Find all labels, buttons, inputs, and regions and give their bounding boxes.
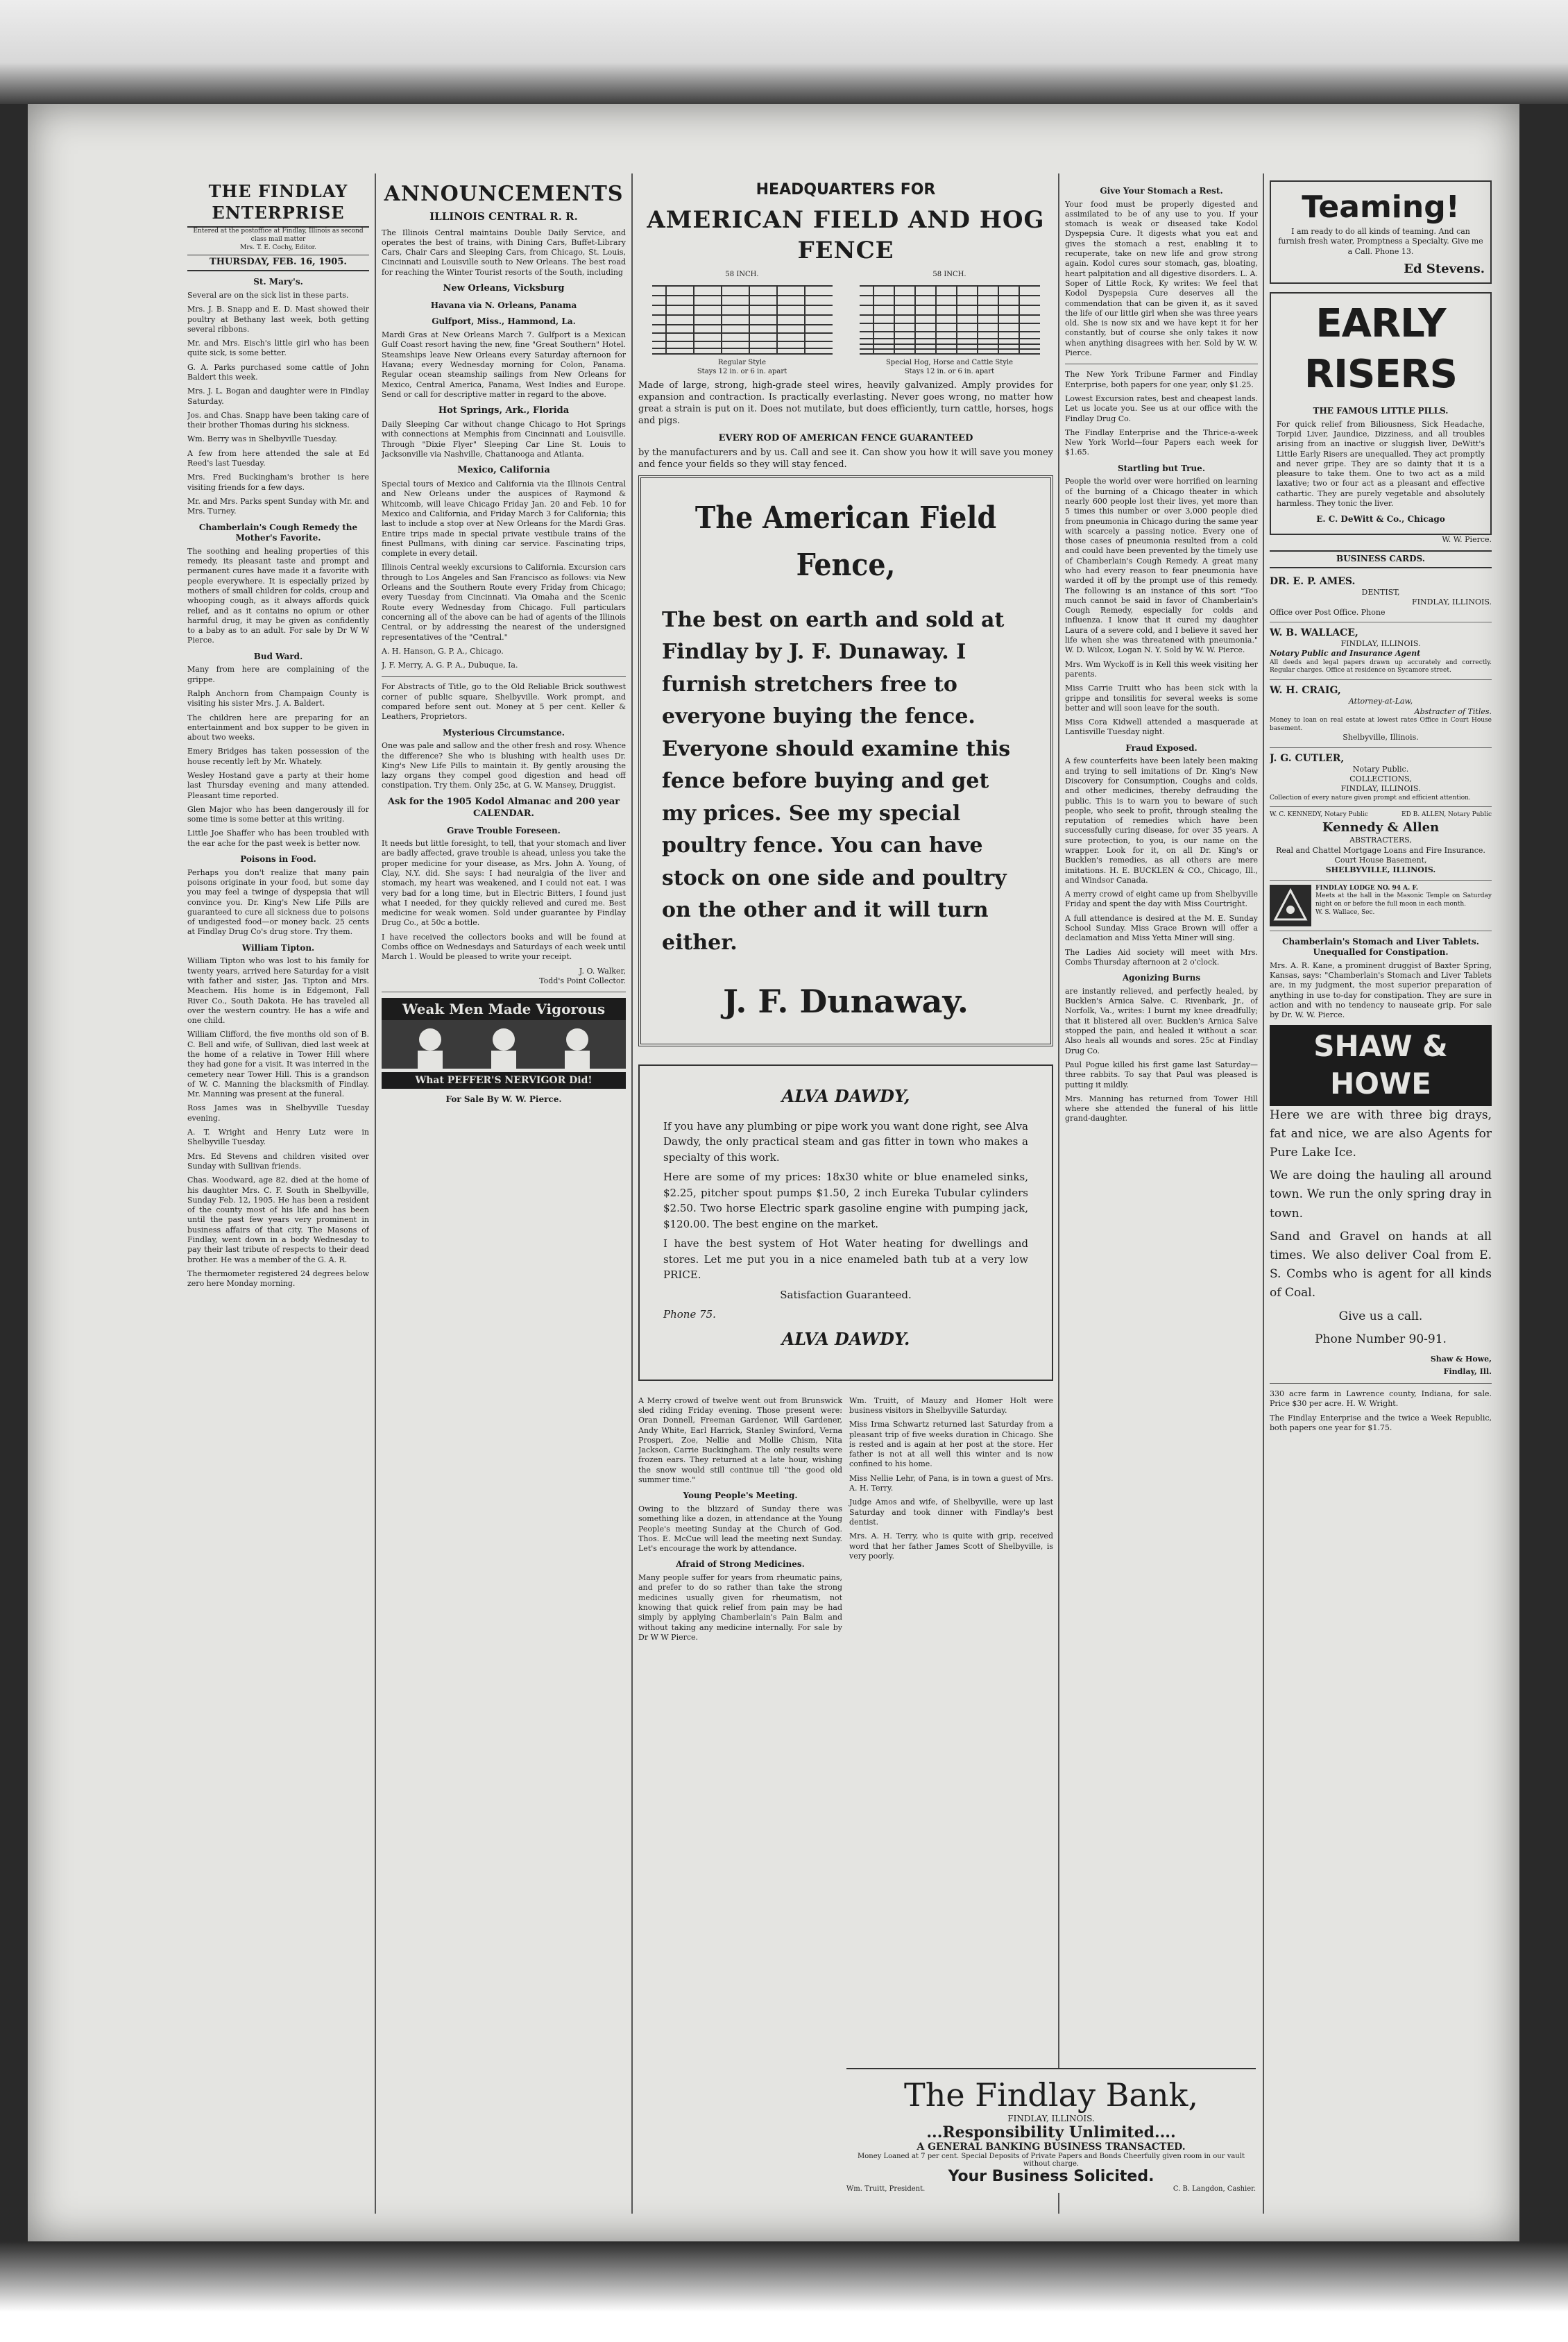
column-rule <box>1058 173 1059 2214</box>
paragraph: Miss Carrie Truitt who has been sick with la grippe and tonsilitis for several weeks is some better and will soon leave for the south. <box>1065 684 1258 713</box>
paragraph: Glen Major who has been dangerously ill for some time is some better at this writing. <box>187 804 369 824</box>
paragraph: Little Joe Shaffer who has been troubled with the ear ache for the past week is better now. <box>187 829 369 848</box>
paragraph: The children here are preparing for an entertainment and box supper to be given in about two weeks. <box>187 713 369 743</box>
early-subtitle: THE FAMOUS LITTLE PILLS. <box>1313 406 1449 416</box>
signature-town: Findlay, Ill. <box>1443 1366 1492 1376</box>
card-wallace <box>1270 622 1492 680</box>
paragraph: I have received the collectors books and will be found at Combs office on Wednesdays and Saturdays of each week until March 1. Would be pleased to write your receipt. <box>382 932 626 962</box>
phone: Phone Number 90-91. <box>1315 1332 1447 1346</box>
signature: Todd's Point Collector. <box>539 976 626 985</box>
bank-cashier: C. B. Langdon, Cashier. <box>1173 2185 1256 2193</box>
column-rule <box>631 173 633 2214</box>
sale-note: W. W. Pierce. <box>1442 534 1492 544</box>
paragraph: Illinois Central weekly excursions to California. Excursion cars through to Los Angeles and San Francisco as follows: via New Orleans and the Southern Route every Friday from Chicago; every Tuesday from Cincinnati. Via Omaha and the Scenic Route every Wednesday from Chicago. Full particulars concerning all of the above can be had of agents of the Illinois Central, or by addressing the nearest of the undersigned representatives of the "Central." <box>382 563 626 642</box>
headline: Hot Springs, Ark., Florida <box>438 405 570 416</box>
card-office: Office over Post Office. Phone <box>1270 607 1386 617</box>
headline: Startling but True. <box>1117 463 1205 473</box>
ad-signature: J. F. Dunaway. <box>723 983 969 1021</box>
card-name: W. H. CRAIG, <box>1270 685 1341 697</box>
headline: Mysterious Circumstance. <box>443 727 565 738</box>
card-town: FINDLAY, ILLINOIS. <box>1412 597 1492 607</box>
bank-general: A GENERAL BANKING BUSINESS TRANSACTED. <box>917 2141 1186 2153</box>
card-kennedy-allen <box>1270 807 1492 880</box>
paragraph: If you have any plumbing or pipe work you want done right, see Alva Dawdy, the only practical steam and gas fitter in town who makes a specialty of this work. <box>663 1119 1028 1164</box>
hq-heading: HEADQUARTERS FOR <box>756 181 936 198</box>
divider <box>1270 1383 1492 1384</box>
paragraph: A few from here attended the sale at Ed Reed's last Tuesday. <box>187 448 369 468</box>
paragraph: A. H. Hanson, G. P. A., Chicago. <box>382 646 504 656</box>
card-partners <box>1270 811 1492 820</box>
paragraph: Special tours of Mexico and California via the Illinois Central and New Orleans under the auspices of Raymond & Whitcomb, will leave Chicago Friday Jan. 20 and Feb. 10 for Mexico and California, and Friday March 3 for California; this last to include a stop over at New Orleans for the Mardi Gras. Entire trips made in special private vestibule trains of the finest Pullmans, with dining car service. Fascinating trips, complete in every detail. <box>382 480 626 559</box>
publisher: Mrs. T. E. Cochy, Editor. <box>240 244 316 251</box>
card-town: FINDLAY, ILLINOIS. <box>1340 784 1421 794</box>
headline: Bud Ward. <box>253 651 303 661</box>
paragraph: Owing to the blizzard of Sunday there was something like a dozen, in attendance at the Young People's meeting Sunday at the Church of God. Thos. E. McCue will lead the meeting next Sunday. Let's encourage the work by attendance. <box>638 1504 842 1554</box>
column-2 <box>382 180 626 2214</box>
paragraph: I am ready to do all kinds of teaming. And can furnish fresh water, Promptness a Specialty. Give me a Call. Phone 13. <box>1278 227 1483 256</box>
partner-left: W. C. KENNEDY, Notary Public <box>1270 811 1368 819</box>
shaw-howe-ad <box>1270 1106 1492 1377</box>
business-cards-heading: BUSINESS CARDS. <box>1270 550 1492 568</box>
column-5 <box>1270 180 1492 2214</box>
partner-right: ED B. ALLEN, Notary Public <box>1401 811 1492 819</box>
card-title: ABSTRACTERS, <box>1349 835 1412 845</box>
plumb-signature: ALVA DAWDY. <box>781 1328 910 1349</box>
paragraph: Wm. Berry was in Shelbyville Tuesday. <box>187 434 337 444</box>
paragraph: A full attendance is desired at the M. E. Sunday School Sunday. Miss Grace Brown will offer a declamation and Miss Yetta Miner will sing. <box>1065 913 1258 943</box>
fence-regular <box>652 270 833 376</box>
paragraph: Jos. and Chas. Snapp have been taking care of their brother Thomas during his sickness. <box>187 410 369 430</box>
fence-grid-icon <box>652 279 833 355</box>
fence-title: AMERICAN FIELD AND HOG FENCE <box>647 205 1045 264</box>
shaw-howe-title: SHAW & HOWE <box>1270 1025 1492 1106</box>
guarantee-body: by the manufacturers and by us. Call and see it. Can show you how it will save you money and fence your fields so they will stay fenced. <box>638 447 1053 470</box>
plumb-title: ALVA DAWDY, <box>781 1085 910 1106</box>
divider <box>382 676 626 677</box>
paragraph: G. A. Parks purchased some cattle of John Baldert this week. <box>187 362 369 382</box>
nervigor-banner: What PEFFER'S NERVIGOR Did! <box>382 1072 626 1089</box>
paragraph: A few counterfeits have been lately been making and trying to sell imitations of Dr. King's New Discovery for Consumption, Coughs and colds, and other medicines, thereby defrauding the public. This is to warn you to beware of such people, who seek to profit, through stealing the reputation of remedies which have been successfully curing disease, for over 35 years. A sure protection, to you, is our name on the wrapper. Look for it, on all Dr. King's or Bucklen's remedies, as all others are mere imitations. H. E. BUCKLEN & CO., Chicago, Ill., and Windsor Canada. <box>1065 756 1258 885</box>
paragraph: I have the best system of Hot Water heating for dwellings and stores. Let me put you in a nice enameled bath tub at a very low PRICE. <box>663 1237 1028 1282</box>
signature: Ed Stevens. <box>1404 262 1485 277</box>
scan-edge-bottom <box>0 2241 1568 2342</box>
card-name: J. G. CUTLER, <box>1270 752 1345 764</box>
early-risers-ad <box>1270 292 1492 534</box>
signature: J. O. Walker, <box>579 966 626 976</box>
paragraph: Chas. Woodward, age 82, died at the home of his daughter Mrs. C. F. South in Shelbyville, Sunday Feb. 12, 1905. He has been a resident of the county most of his life and has been until the past few years very prominent in business affairs of that city. The Masons of Findlay, went down in a body Wednesday to pay their last tribute of respects to their dead brother. He was a member of the G. A. R. <box>187 1176 369 1264</box>
paragraph: Mrs. J. L. Bogan and daughter were in Findlay Saturday. <box>187 387 369 406</box>
card-title: Notary Public and Insurance Agent <box>1270 649 1421 659</box>
paragraph: Mr. and Mrs. Eisch's little girl who has been quite sick, is some better. <box>187 339 369 358</box>
sale-note: For Sale By W. W. Pierce. <box>445 1094 562 1104</box>
bottom-news <box>638 1396 1053 1647</box>
paragraph: Lowest Excursion rates, best and cheapest lands. Let us locate you. See us at our office with the Findlay Drug Co. <box>1065 393 1258 423</box>
headline: Grave Trouble Foreseen. <box>447 825 561 835</box>
fence-label: 58 INCH. <box>725 270 759 278</box>
bank-name: The Findlay Bank, <box>904 2076 1198 2114</box>
paragraph: Paul Pogue killed his first game last Saturday—three rabbits. To say that Paul was pleased is putting it mildly. <box>1065 1060 1258 1089</box>
paragraph: Several are on the sick list in these parts. <box>187 290 349 300</box>
column-1 <box>187 180 369 2214</box>
paragraph: The soothing and healing properties of this remedy, its pleasant taste and prompt and permanent cures have made it a favorite with people everywhere. It is especially prized by mothers of small children for colds, croup and whooping cough, as it always affords quick relief, and as it contains no opium or other harmful drug, it may be given as confidently to a baby as to an adult. For sale by Dr W W Pierce. <box>187 546 369 645</box>
headline: Gulfport, Miss., Hammond, La. <box>432 316 576 327</box>
bank-responsibility: ...Responsibility Unlimited.... <box>926 2123 1176 2141</box>
paragraph: We are doing the hauling all around town. We run the only spring dray in town. <box>1270 1169 1492 1221</box>
fence-illustrations <box>638 270 1053 376</box>
paragraph: For quick relief from Biliousness, Sick Headache, Torpid Liver, Jaundice, Dizziness, and all troubles arising from an inactive or sluggish liver, DeWitt's Little Early Risers are unequalled. They act promptly and never gripe. They are so dainty that it is a pleasure to take them. One to two act as a mild laxative; two or four act as a pleasant and effective cathartic. They are purely vegetable and absolutely harmless. They tonic the liver. <box>1277 419 1485 509</box>
card-name: W. B. WALLACE, <box>1270 627 1358 638</box>
card-title: Attorney-at-Law, <box>1348 697 1413 706</box>
headline: Chamberlain's Stomach and Liver Tablets. Unequalled for Constipation. <box>1281 936 1479 958</box>
weak-men-headline: Weak Men Made Vigorous <box>382 998 626 1020</box>
three-men-illustration <box>382 1020 626 1069</box>
paragraph: Miss Nellie Lehr, of Pana, is in town a guest of Mrs. A. H. Terry. <box>849 1473 1053 1493</box>
card-ames <box>1270 571 1492 622</box>
mast-note: Entered at the postoffice at Findlay, Illinois as second class mail matter <box>193 228 364 244</box>
card-note: Collection of every nature given prompt and efficient attention. <box>1270 794 1471 801</box>
headline: Young People's Meeting. <box>683 1491 798 1501</box>
headline: Chamberlain's Cough Remedy the Mother's Favorite. <box>198 522 358 543</box>
masonic-emblem-icon <box>1270 885 1311 926</box>
card-address: Court House Basement, <box>1334 855 1427 865</box>
bottom-news-right <box>849 1396 1053 1647</box>
paragraph: Mardi Gras at New Orleans March 7. Gulfport is a Mexican Gulf Coast resort having the new, fine "Great Southern" Hotel. Steamships leave New Orleans every Saturday afternoon for Havana; every Wednesday morning for Colon, Panama. Regular ocean steamship sailings from New Orleans for Mexico, Central America, Panama, West Indies and Europe. Send or call for descriptive matter in regard to the above. <box>382 330 626 399</box>
card-name: Kennedy & Allen <box>1322 820 1440 835</box>
paragraph: Ross James was in Shelbyville Tuesday evening. <box>187 1103 369 1123</box>
bank-money: Money Loaned at 7 per cent. Special Deposits of Private Papers and Bonds Cheerfully given room in our vault without charge. <box>858 2153 1245 2168</box>
paragraph: The New York Tribune Farmer and Findlay Enterprise, both papers for one year, only $1.25. <box>1065 370 1258 389</box>
paragraph: J. F. Merry, A. G. P. A., Dubuque, Ia. <box>382 661 518 670</box>
newspaper-page <box>28 104 1519 2241</box>
bank-officers <box>846 2185 1256 2193</box>
paragraph: William Tipton who was lost to his family for twenty years, arrived here Saturday for a visit with father and sister, Jas. Tipton and Mrs. Meachem. His home is in Edgemont, Fall River Co., South Dakota. He has traveled all over the western country. He has a wife and one child. <box>187 956 369 1026</box>
paragraph: A. T. Wright and Henry Lutz were in Shelbyville Tuesday. <box>187 1128 369 1147</box>
paragraph: Many people suffer for years from rheumatic pains, and prefer to do so rather than take the strong medicines usually given for rheumatism, not knowing that quick relief from pain may be had simply by applying Chamberlain's Pain Balm and without taking any medicine internally. For sale by Dr W W Pierce. <box>638 1573 842 1642</box>
paragraph: People the world over were horrified on learning of the burning of a Chicago theater in which nearly 600 people lost their lives, yet more than 5 times this number or over 3,000 people died from pneumonia in Chicago during the same year with scarcely a passing notice. Every one of those cases of pneumonia resulted from a cold and could have been prevented by the timely use of Chamberlain's Cough Remedy. A great many who had every reason to fear pneumonia have warded it off by the prompt use of this remedy. The following is an instance of this sort "Too much cannot be said in favor of Chamberlain's Cough Remedy, especially for colds and influenza. I know that it cured my daughter Laura of a severe cold, and I believe it saved her life when she was threatened with pneumonia." W. D. Wilcox, Logan N. Y. Sold by W. W. Pierce. <box>1065 477 1258 655</box>
paragraph: Here we are with three big drays, fat and nice, we are also Agents for Pure Lake Ice. <box>1270 1108 1492 1160</box>
paragraph: Give us a call. <box>1338 1309 1423 1323</box>
fence-caption: Stays 12 in. or 6 in. apart <box>904 368 995 376</box>
headline: Give Your Stomach a Rest. <box>1100 186 1223 196</box>
dateline: THURSDAY, FEB. 16, 1905. <box>187 255 369 271</box>
paragraph: Mrs. Ed Stevens and children visited over Sunday with Sullivan friends. <box>187 1151 369 1171</box>
headline: New Orleans, Vicksburg <box>443 282 565 294</box>
phone: Phone 75. <box>663 1308 716 1321</box>
card-note: Meets at the hall in the Masonic Temple on Saturday night on or before the full moon in each month. <box>1315 892 1492 908</box>
card-title: Notary Public. <box>1352 764 1409 774</box>
card-town: SHELBYVILLE, ILLINOIS. <box>1325 865 1436 875</box>
early-title: EARLY RISERS <box>1304 301 1457 398</box>
headline: Agonizing Burns <box>1122 973 1201 983</box>
fence-grid-icon <box>860 279 1040 355</box>
paragraph: Here are some of my prices: 18x30 white or blue enameled sinks, $2.25, pitcher spout pumps $1.50, 2 inch Eureka Tubular cylinders $2.50. Two horse Electric spark gasoline engine with pumping jack, $120.00. The best engine on the market. <box>663 1171 1028 1230</box>
card-town: FINDLAY, ILLINOIS. <box>1340 639 1421 649</box>
paragraph: Ralph Anchorn from Champaign County is visiting his sister Mrs. J. A. Baldert. <box>187 688 369 708</box>
card-lodge <box>1270 881 1492 931</box>
column-rule <box>1263 173 1264 2214</box>
headline: St. Mary's. <box>253 277 303 287</box>
findlay-bank-ad <box>846 2068 1256 2193</box>
ad-title: The American Field Fence, <box>694 500 997 583</box>
bank-town: FINDLAY, ILLINOIS. <box>1007 2114 1095 2123</box>
dunaway-ad <box>638 475 1053 1046</box>
fence-label: 58 INCH. <box>932 270 966 278</box>
headline: Fraud Exposed. <box>1125 743 1198 753</box>
fence-body: Made of large, strong, high-grade steel wires, heavily galvanized. Amply provides for expansion and contraction. Is practically everlasting. Never goes wrong, no matter how great a strain is put on it. Does not mutilate, but does efficiently, turn cattle, horses, hogs and pigs. <box>638 380 1053 426</box>
paragraph: Wm. Truitt, of Mauzy and Homer Holt were business visitors in Shelbyville Saturday. <box>849 1395 1053 1415</box>
paragraph: Mrs. A. H. Terry, who is quite with grip, received word that her father James Scott of Shelbyville, is very poorly. <box>849 1531 1053 1561</box>
paragraph: One was pale and sallow and the other fresh and rosy. Whence the difference? She who is blushing with health uses Dr. King's New Life Pills to maintain it. By gently arousing the lazy organs they compel good digestion and head off constipation. Try them. Only 25c, at G. W. Mansey, Druggist. <box>382 741 626 790</box>
paragraph: Emery Bridges has taken possession of the house recently left by Mr. Whately. <box>187 747 369 766</box>
headline: Mexico, California <box>457 465 550 476</box>
card-cutler <box>1270 748 1492 808</box>
paragraph: The Illinois Central maintains Double Daily Service, and operates the best of trains, with Dining Cars, Buffet-Library Cars, Chair Cars and Sleeping Cars, from Chicago, St. Louis, Cincinnati and Louisville south to New Orleans. The best road for reaching the Winter Tourist resorts of the South, including <box>382 228 626 277</box>
bank-president: Wm. Truitt, President. <box>846 2185 926 2193</box>
dawdy-plumbing-ad <box>638 1064 1053 1381</box>
paragraph: A merry crowd of eight came up from Shelbyville Friday and spent the day with Miss Courtright. <box>1065 890 1258 909</box>
paragraph: Sand and Gravel on hands at all times. We also deliver Coal from E. S. Combs who is agent for all kinds of Coal. <box>1270 1229 1492 1300</box>
column-rule <box>375 173 376 2214</box>
card-name: FINDLAY LODGE NO. 94 A. F. <box>1315 884 1419 892</box>
card-note: Money to loan on real estate at lowest rates Office in Court House basement. <box>1270 716 1492 732</box>
fence-caption: Regular Style <box>717 359 767 367</box>
fence-caption: Stays 12 in. or 6 in. apart <box>697 368 787 376</box>
card-subtitle: Abstracter of Titles. <box>1414 706 1492 716</box>
paragraph: William Clifford, the five months old son of B. C. Bell and wife, of Sullivan, died last week at the home of a relative in Tower Hill where they had gone for a visit. It was interred in the cemetery near Tower Hill. This is a grandson of W. C. Manning the blacksmith of Findlay. Mr. Manning was present at the funeral. <box>187 1030 369 1099</box>
paragraph: are instantly relieved, and perfectly healed, by Bucklen's Arnica Salve. C. Rivenbark, Jr., of Norfolk, Va., writes: I burnt my knee dreadfully; that it blistered all over. Bucklen's Arnica Salve stopped the pain, and healed it without a scar. Also heals all wounds and sores. 25c at Findlay Drug Co. <box>1065 986 1258 1055</box>
paragraph: The Findlay Enterprise and the twice a Week Republic, both papers one year for $1.75. <box>1270 1413 1492 1433</box>
headline: Afraid of Strong Medicines. <box>676 1559 805 1570</box>
paragraph: Miss Cora Kidwell attended a masquerade at Lantisville Tuesday night. <box>1065 718 1258 737</box>
fence-caption: Special Hog, Horse and Cattle Style <box>885 359 1014 367</box>
paragraph: Daily Sleeping Car without change Chicago to Hot Springs with connections at Memphis from Cincinnati and Louisville. Through "Dixie Flyer" Sleeping Car Line St. Louis to Jacksonville via Nashville, Chattanooga and Atlanta. <box>382 420 626 459</box>
card-note: All deeds and legal papers drawn up accurately and correctly. Regular charges. Office at residence on Sycamore street. <box>1270 659 1492 674</box>
card-town: Shelbyville, Illinois. <box>1343 733 1419 743</box>
headline: Havana via N. Orleans, Panama <box>430 300 577 310</box>
paragraph: The Findlay Enterprise and the Thrice-a-week New York World—four Papers each week for $1.65. <box>1065 427 1258 457</box>
paragraph: Your food must be properly digested and assimilated to be of any use to you. If your stomach is weak or diseased take Kodol Dyspepsia Cure. It digests what you eat and gives the stomach a rest, enabling it to recuperate, take on new life and grow strong again. Kodol cures sour stomach, gas, bloating, heart palpitation and all digestive disorders. L. A. Soper of Little Rock, Ky writes: We feel that Kodol Dyspepsia Cure deserves all the commendation that can be given it, as it saved the life of our little girl when she was three years old. She is now six and we have kept it for her constantly, but of course she only takes it now when anything disagrees with her. Sold by W. W. Pierce. <box>1065 199 1258 358</box>
teaming-ad <box>1270 180 1492 284</box>
paragraph: Mr. and Mrs. Parks spent Sunday with Mr. and Mrs. Turney. <box>187 496 369 516</box>
scan-edge-top <box>0 0 1568 104</box>
announcements-title: ANNOUNCEMENTS <box>384 182 624 206</box>
masthead: THE FINDLAY ENTERPRISE <box>187 180 369 228</box>
paragraph: Mrs. Manning has returned from Tower Hill where she attended the funeral of his little grand-daughter. <box>1065 1094 1258 1123</box>
paragraph: It needs but little foresight, to tell, that your stomach and liver are badly affected, grave trouble is ahead, unless you take the proper medicine for your disease, as Mrs. John A. Young, of Clay, N.Y. did. She says: I had neuralgia of the liver and stomach, my heart was weakened, and I could not eat. I was very bad for a long time, but in Electric Bitters, I found just what I needed, for they quickly relieved and cured me. Best medicine for weak women. Sold under guarantee by Findlay Drug Co., at 50c a bottle. <box>382 839 626 928</box>
headline: Poisons in Food. <box>240 854 316 865</box>
headline: William Tipton. <box>241 942 315 953</box>
headline: Ask for the 1905 Kodol Almanac and 200 year CALENDAR. <box>387 796 620 819</box>
maker: E. C. DeWitt & Co., Chicago <box>1316 514 1445 525</box>
column-3 <box>638 180 1053 2214</box>
paragraph: Miss Irma Schwartz returned last Saturday from a pleasant trip of five weeks duration in Chicago. She is rested and is again at her post at the store. Her father is not at all well this winter and is now confined to his home. <box>849 1420 1053 1469</box>
paragraph: For Abstracts of Title, go to the Old Reliable Brick southwest corner of public square, Shelbyville. Work prompt, and compared before sent out. Money at 5 per cent. Keller & Leathers, Proprietors. <box>382 682 626 722</box>
paragraph: Satisfaction Guaranteed. <box>780 1288 912 1301</box>
card-name: DR. E. P. AMES. <box>1270 575 1356 587</box>
card-title: DENTIST, <box>1361 588 1400 597</box>
paragraph: Mrs. A. R. Kane, a prominent druggist of Baxter Spring, Kansas, says: "Chamberlain's Stomach and Liver Tablets are, in my judgment, the most superior preparation of anything in use to-day for constipation. They are sure in action and with no tendency to nauseate grip. For sale by Dr. W. W. Pierce. <box>1270 960 1492 1020</box>
signature: Shaw & Howe, <box>1430 1354 1492 1364</box>
paragraph: 330 acre farm in Lawrence county, Indiana, for sale. Price $30 per acre. H. W. Wright. <box>1270 1389 1492 1409</box>
paragraph: The Ladies Aid society will meet with Mrs. Combs Thursday afternoon at 2 o'clock. <box>1065 947 1258 967</box>
bank-solicit: Your Business Solicited. <box>948 2168 1154 2185</box>
paragraph: Mrs. Fred Buckingham's brother is here visiting friends for a few days. <box>187 473 369 492</box>
guarantee-heading: EVERY ROD OF AMERICAN FENCE GUARANTEED <box>718 432 973 443</box>
paragraph: Many from here are complaining of the grippe. <box>187 665 369 684</box>
paragraph: Mrs. J. B. Snapp and E. D. Mast showed their poultry at Bethany last week, both getting several ribbons. <box>187 305 369 334</box>
card-signature: W. S. Wallace, Sec. <box>1315 908 1375 916</box>
card-subtitle: COLLECTIONS, <box>1349 774 1412 783</box>
ad-body: The best on earth and sold at Findlay by J. F. Dunaway. I furnish stretchers free to everyone buying the fence. Everyone should examine this fence before buying and get my prices. See my special poultry fence. You can have stock on one side and poultry on the other and it will turn either. <box>662 607 1011 955</box>
paragraph: Wesley Hostand gave a party at their home last Thursday evening and many attended. Pleasant time reported. <box>187 770 369 800</box>
paragraph: Perhaps you don't realize that many pain poisons originate in your food, but some day you may feel a twinge of dyspepsia that will convince you. Dr. King's New Life Pills are guaranteed to cure all sickness due to poisons of undigested food—or money back. 25 cents at Findlay Drug Co's drug store. Try them. <box>187 867 369 937</box>
paragraph: A Merry crowd of twelve went out from Brunswick sled riding Friday evening. Those present were: Oran Donnell, Freeman Gardener, Will Gardener, Andy White, Earl Harrick, Stanley Swinford, Verna Prosperi, Zoe, Nellie and Mollie Chism, Nita Jackson, Carrie Buckingham. The only results were frozen ears. They returned at a late hour, wishing the snow would still continue till "the good old summer time." <box>638 1395 842 1485</box>
lodge-text <box>1315 885 1492 926</box>
bottom-news-left <box>638 1396 842 1647</box>
paragraph: Mrs. Wm Wyckoff is in Kell this week visiting her parents. <box>1065 659 1258 679</box>
paragraph: Judge Amos and wife, of Shelbyville, were up last Saturday and took dinner with Findlay's best dentist. <box>849 1497 1053 1527</box>
teaming-title: Teaming! <box>1302 189 1460 225</box>
railroad-title: ILLINOIS CENTRAL R. R. <box>429 210 578 223</box>
card-subtitle: Real and Chattel Mortgage Loans and Fire Insurance. <box>1276 845 1485 855</box>
column-4 <box>1065 180 1258 2214</box>
paragraph: The thermometer registered 24 degrees below zero here Monday morning. <box>187 1268 369 1289</box>
card-craig <box>1270 680 1492 747</box>
fence-hog <box>860 270 1040 376</box>
